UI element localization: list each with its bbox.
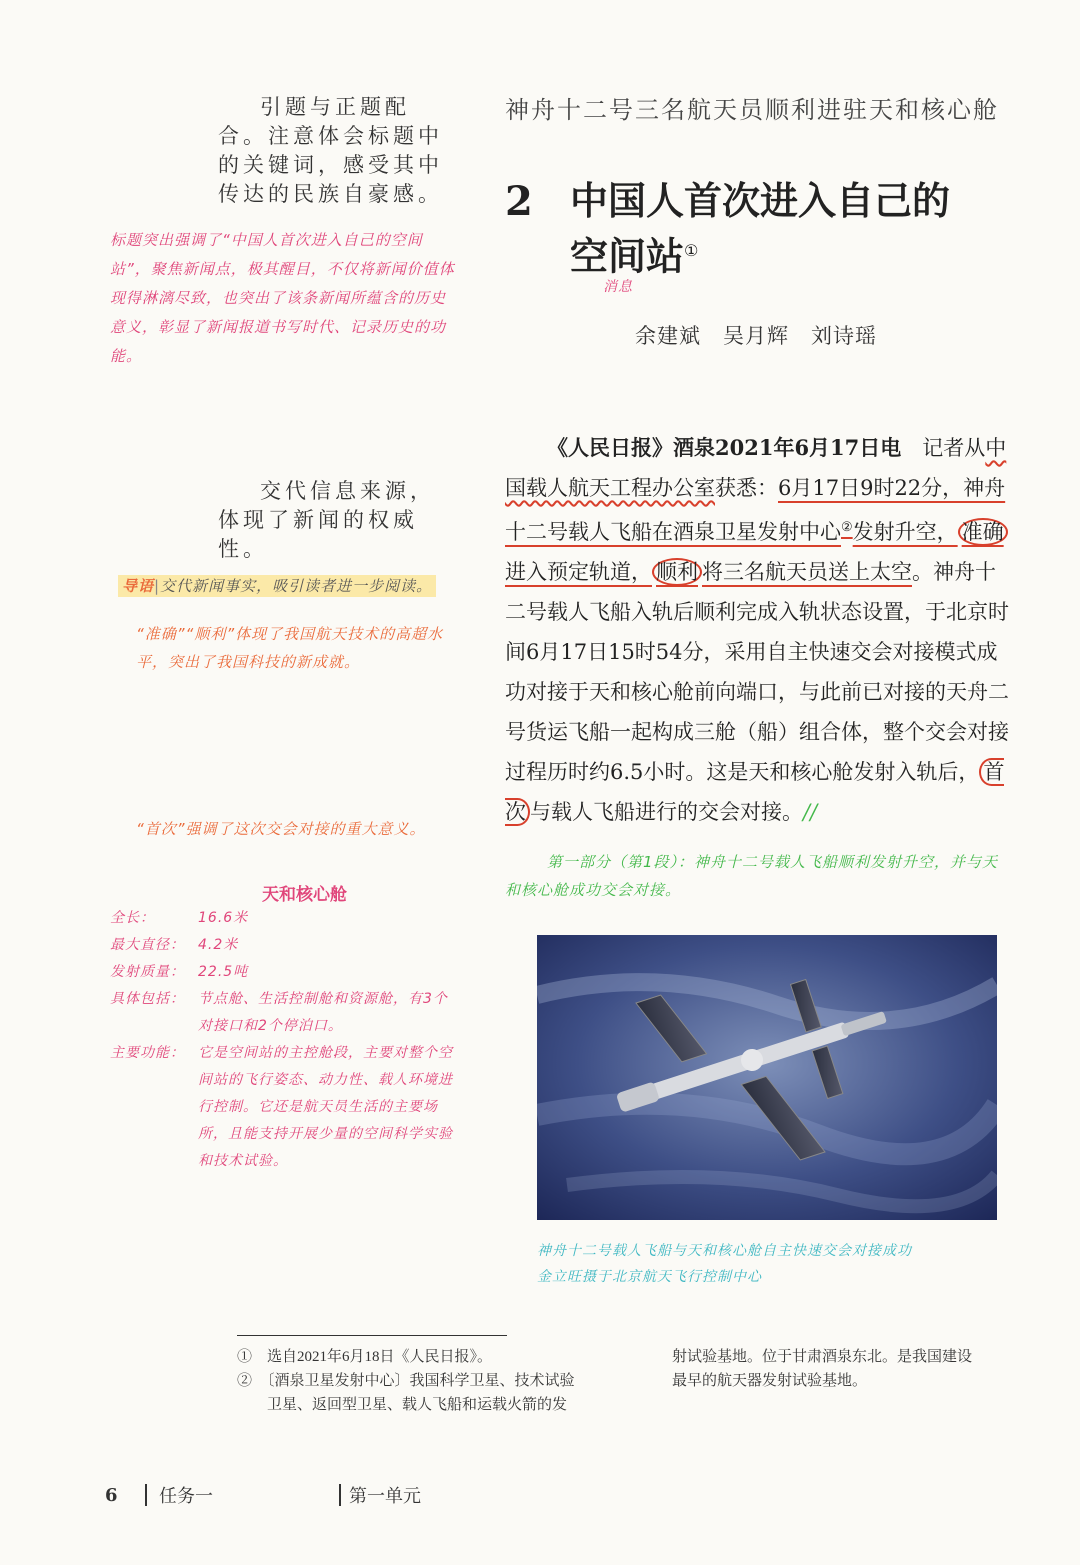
footer-task: 任务一 (159, 1486, 213, 1507)
article-body (505, 428, 1010, 832)
footnote-2-line-3: 射试验基地。位于甘肃酒泉东北。是我国建设 (672, 1349, 973, 1365)
footnote-2-line-4: 最早的航天器发射试验基地。 (672, 1373, 868, 1389)
sidebar-table (110, 905, 455, 1175)
photo-caption-line-2: 金立旺摄于北京航天飞行控制中心 (537, 1269, 762, 1285)
margin-note-source: 交代信息来源，体现了新闻的权威性。 (218, 479, 435, 561)
footnote-divider (237, 1335, 507, 1336)
part-summary-note: 第一部分（第1段）：神舟十二号载人飞船顺利发射升空，并与天和核心舱成功交会对接。 (505, 853, 999, 899)
page-title (570, 176, 950, 282)
footnotes-right (672, 1345, 1017, 1393)
title-line-1: 中国人首次进入自己的 (570, 179, 951, 223)
sidebar-table-title: 天和核心舱 (262, 885, 347, 905)
footer-unit: 第一单元 (349, 1486, 421, 1507)
footnotes-left (237, 1345, 617, 1417)
photo-caption (537, 1238, 912, 1290)
paragraph-1: 《人民日报》酒泉2021年6月17日电 记者从中国载人航天工程办公室获悉：6月17日9时22分，神舟十二号载人飞船在酒泉卫星发射中心②发射升空， 准确进入预定轨道， 顺利 将三名航天员送上太空。神舟十二号载人飞船入轨后顺利完成入轨状态设置，于北京时间6月17日15时54分，采用自主快速交会对接模式成功对接于天和核心舱前向端口，与此前已对接的天舟二号货运飞船一起构成三舱（船）组合体，整个交会对接过程历时约6.5小时。这是天和核心舱发射入轨后， 首次 与载人飞船进行的交会对接。// (505, 435, 1009, 824)
sidebar-row: 具体包括： 节点舱、生活控制舱和资源舱，有3个对接口和2个停泊口。 (110, 991, 448, 1034)
sidebar-row: 全长： 16.6米 (110, 910, 249, 926)
photo-caption-line-1: 神舟十二号载人飞船与天和核心舱自主快速交会对接成功 (537, 1243, 912, 1259)
title-line-2: 空间站① (570, 234, 699, 279)
kicker: 神舟十二号三名航天员顺利进驻天和核心舱 (505, 96, 999, 124)
sidebar-row: 发射质量： 22.5吨 (110, 964, 249, 980)
handwritten-note-first: “首次”强调了这次交会对接的重大意义。 (136, 820, 426, 838)
handwritten-note-accurate: “准确”“顺利”体现了我国航天技术的高超水平，突出了我国科技的新成就。 (136, 625, 444, 671)
end-mark: // (803, 800, 818, 824)
handwritten-note-lead: 导语|交代新闻事实，吸引读者进一步阅读。 (118, 573, 436, 599)
footer (105, 1482, 421, 1508)
circled-word-accurate: 准确 (958, 518, 1008, 546)
footnote-2-line-2: 卫星、返回型卫星、载人飞船和运载火箭的发 (267, 1397, 568, 1413)
margin-note-title: 引题与正题配合。注意体会标题中的关键词，感受其中传达的民族自豪感。 (218, 95, 443, 206)
space-station-image (537, 935, 997, 1220)
space-station-photo (537, 935, 997, 1220)
footnote-1: ① 选自2021年6月18日《人民日报》。 (237, 1349, 493, 1365)
page-number: 6 (105, 1484, 118, 1506)
circled-word-smooth: 顺利 (652, 558, 702, 586)
lead-label: 导语 (122, 577, 155, 595)
footnote-2-line-1: ② 〔酒泉卫星发射中心〕我国科学卫星、技术试验 (237, 1373, 575, 1389)
lesson-number: 2 (505, 178, 533, 225)
circled-word-first: 首次 (505, 760, 1005, 824)
sidebar-row: 最大直径： 4.2米 (110, 937, 239, 953)
sidebar-row: 主要功能： 它是空间站的主控舱段，主要对整个空间站的飞行姿态、动力性、载人环境进行控制。它还是航天员生活的主要场所，且能支持开展少量的空间科学实验和技术试验。 (110, 1045, 453, 1169)
handwritten-note-title: 标题突出强调了“中国人首次进入自己的空间站”，聚焦新闻点，极其醒目，不仅将新闻价值体现得淋漓尽致，也突出了该条新闻所蕴含的历史意义，彰显了新闻报道书写时代、记录历史的功能。 (110, 231, 455, 365)
genre-note: 消息 (603, 279, 633, 295)
authors: 余建斌 吴月辉 刘诗瑶 (635, 324, 877, 348)
title-footnote-mark: ① (684, 241, 699, 260)
